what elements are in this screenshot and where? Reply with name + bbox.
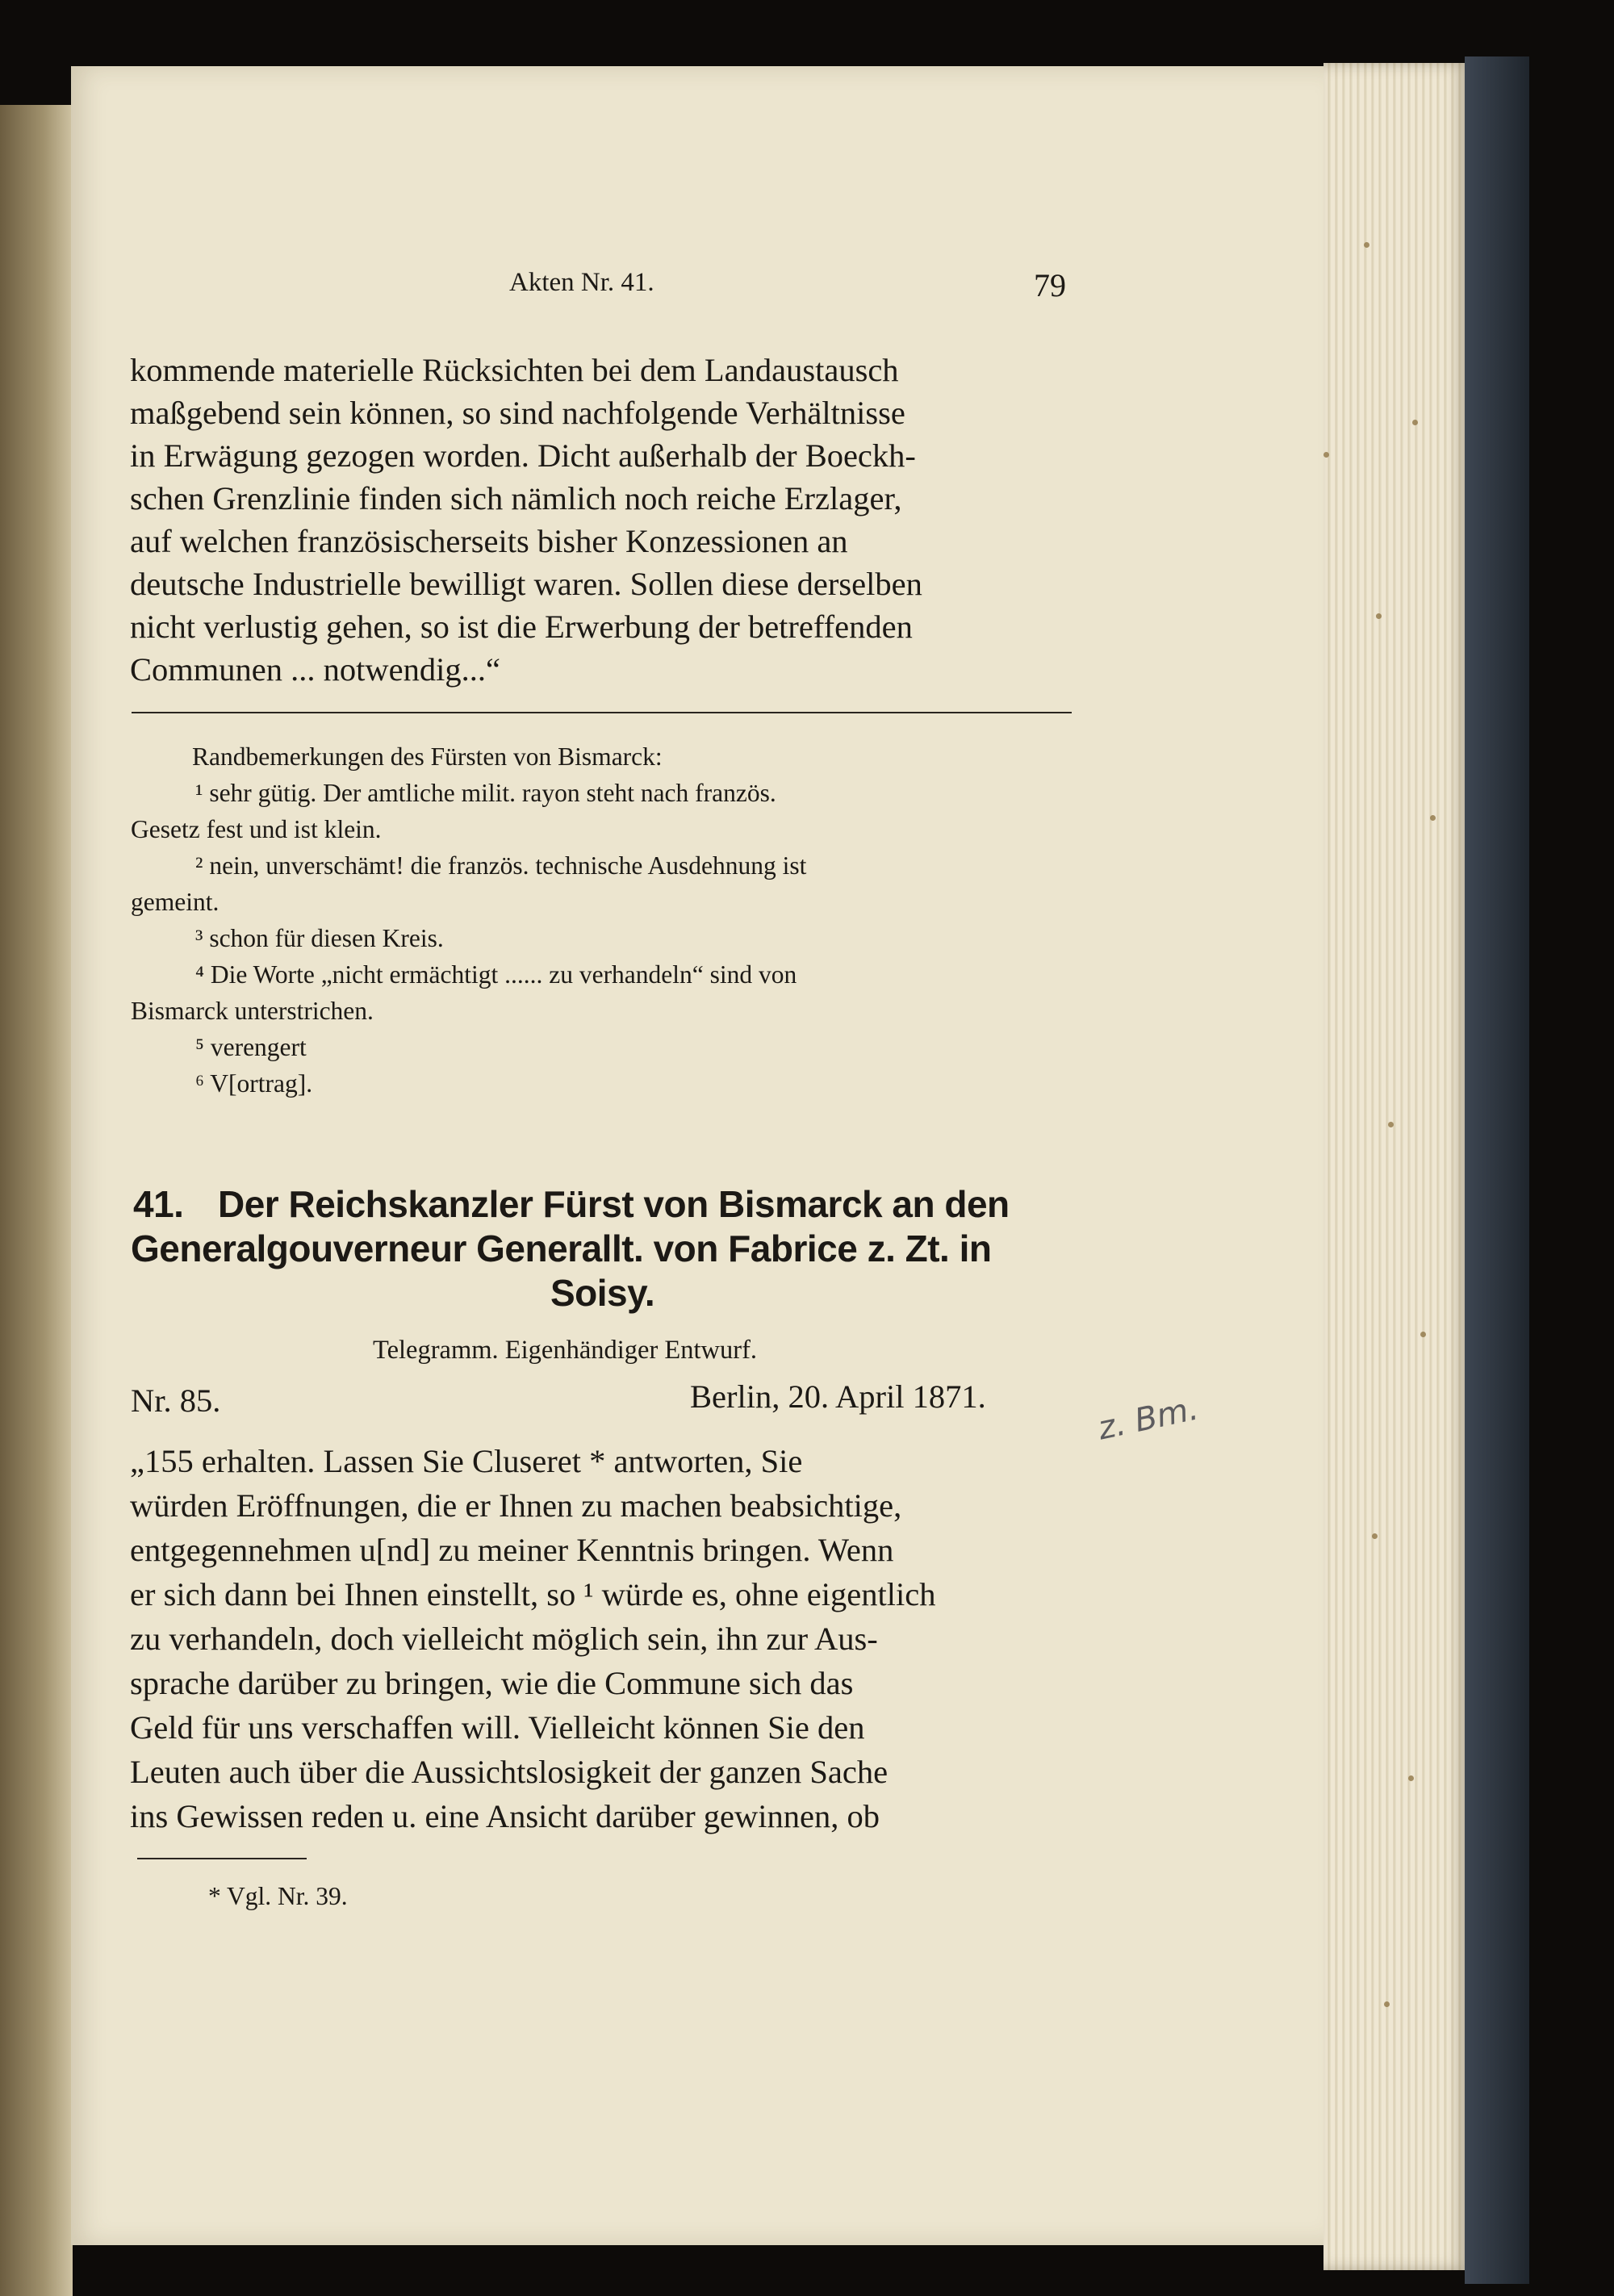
marginal-note: ² nein, unverschämt! die französ. technische Ausdehnung ist <box>195 851 807 880</box>
body-line: kommende materielle Rücksichten bei dem Landaustausch <box>130 352 899 388</box>
marginal-note: Gesetz fest und ist klein. <box>131 815 382 843</box>
divider <box>132 712 1072 713</box>
marginal-note: ¹ sehr gütig. Der amtliche milit. rayon steht nach französ. <box>195 779 776 807</box>
running-title: Akten Nr. 41. <box>509 268 654 297</box>
document-title: Soisy. <box>550 1272 655 1314</box>
facing-page-edge <box>0 105 73 2296</box>
marginal-note: gemeint. <box>131 888 220 916</box>
body-line: er sich dann bei Ihnen einstellt, so ¹ würde es, ohne eigentlich <box>130 1576 936 1612</box>
body-line: in Erwägung gezogen worden. Dicht außerhalb der Boeckh- <box>130 437 916 474</box>
body-line: schen Grenzlinie finden sich nämlich noch reiche Erzlager, <box>130 480 902 516</box>
marginal-note: ³ schon für diesen Kreis. <box>195 924 444 952</box>
body-line: Geld für uns verschaffen will. Vielleicht können Sie den <box>130 1709 865 1746</box>
book-cover-edge <box>1465 56 1529 2284</box>
marginal-note: Bismarck unterstrichen. <box>131 997 374 1025</box>
book-page <box>71 66 1330 2245</box>
body-line: deutsche Industrielle bewilligt waren. Sollen diese derselben <box>130 566 922 602</box>
document-title: Generalgouverneur Generallt. von Fabrice z. Zt. in <box>131 1227 992 1269</box>
body-line: auf welchen französischerseits bisher Konzessionen an <box>130 523 848 559</box>
body-line: maßgebend sein können, so sind nachfolgende Verhältnisse <box>130 395 905 431</box>
place-date: Berlin, 20. April 1871. <box>690 1378 986 1415</box>
body-line: zu verhandeln, doch vielleicht möglich sein, ihn zur Aus- <box>130 1621 878 1657</box>
footnote-divider <box>137 1858 307 1859</box>
marginal-note: ⁶ V[ortrag]. <box>195 1069 313 1098</box>
footnote: * Vgl. Nr. 39. <box>208 1882 348 1910</box>
page-block-edges <box>1323 63 1469 2270</box>
body-line: entgegennehmen u[nd] zu meiner Kenntnis bringen. Wenn <box>130 1532 894 1568</box>
body-line: würden Eröffnungen, die er Ihnen zu machen beabsichtige, <box>130 1487 902 1524</box>
page-number: 79 <box>1034 267 1066 303</box>
body-line: ins Gewissen reden u. eine Ansicht darüber gewinnen, ob <box>130 1798 880 1834</box>
document-title: Der Reichskanzler Fürst von Bismarck an den <box>218 1183 1010 1225</box>
marginal-note: ⁴ Die Worte „nicht ermächtigt ...... zu verhandeln“ sind von <box>195 960 797 989</box>
body-line: nicht verlustig gehen, so ist die Erwerbung der betreffenden <box>130 609 913 645</box>
document-type: Telegramm. Eigenhändiger Entwurf. <box>373 1336 758 1365</box>
document-ref: Nr. 85. <box>131 1382 221 1419</box>
document-number: 41. <box>133 1183 184 1225</box>
marginal-notes-heading: Randbemerkungen des Fürsten von Bismarck: <box>192 742 663 771</box>
body-line: „155 erhalten. Lassen Sie Cluseret * antworten, Sie <box>130 1443 803 1479</box>
handwritten-note: z. Bm. <box>1094 1390 1202 1448</box>
marginal-note: ⁵ verengert <box>195 1033 307 1061</box>
body-line: sprache darüber zu bringen, wie die Commune sich das <box>130 1665 854 1701</box>
body-line: Communen ... notwendig...“ <box>130 651 500 688</box>
body-line: Leuten auch über die Aussichtslosigkeit der ganzen Sache <box>130 1754 889 1790</box>
